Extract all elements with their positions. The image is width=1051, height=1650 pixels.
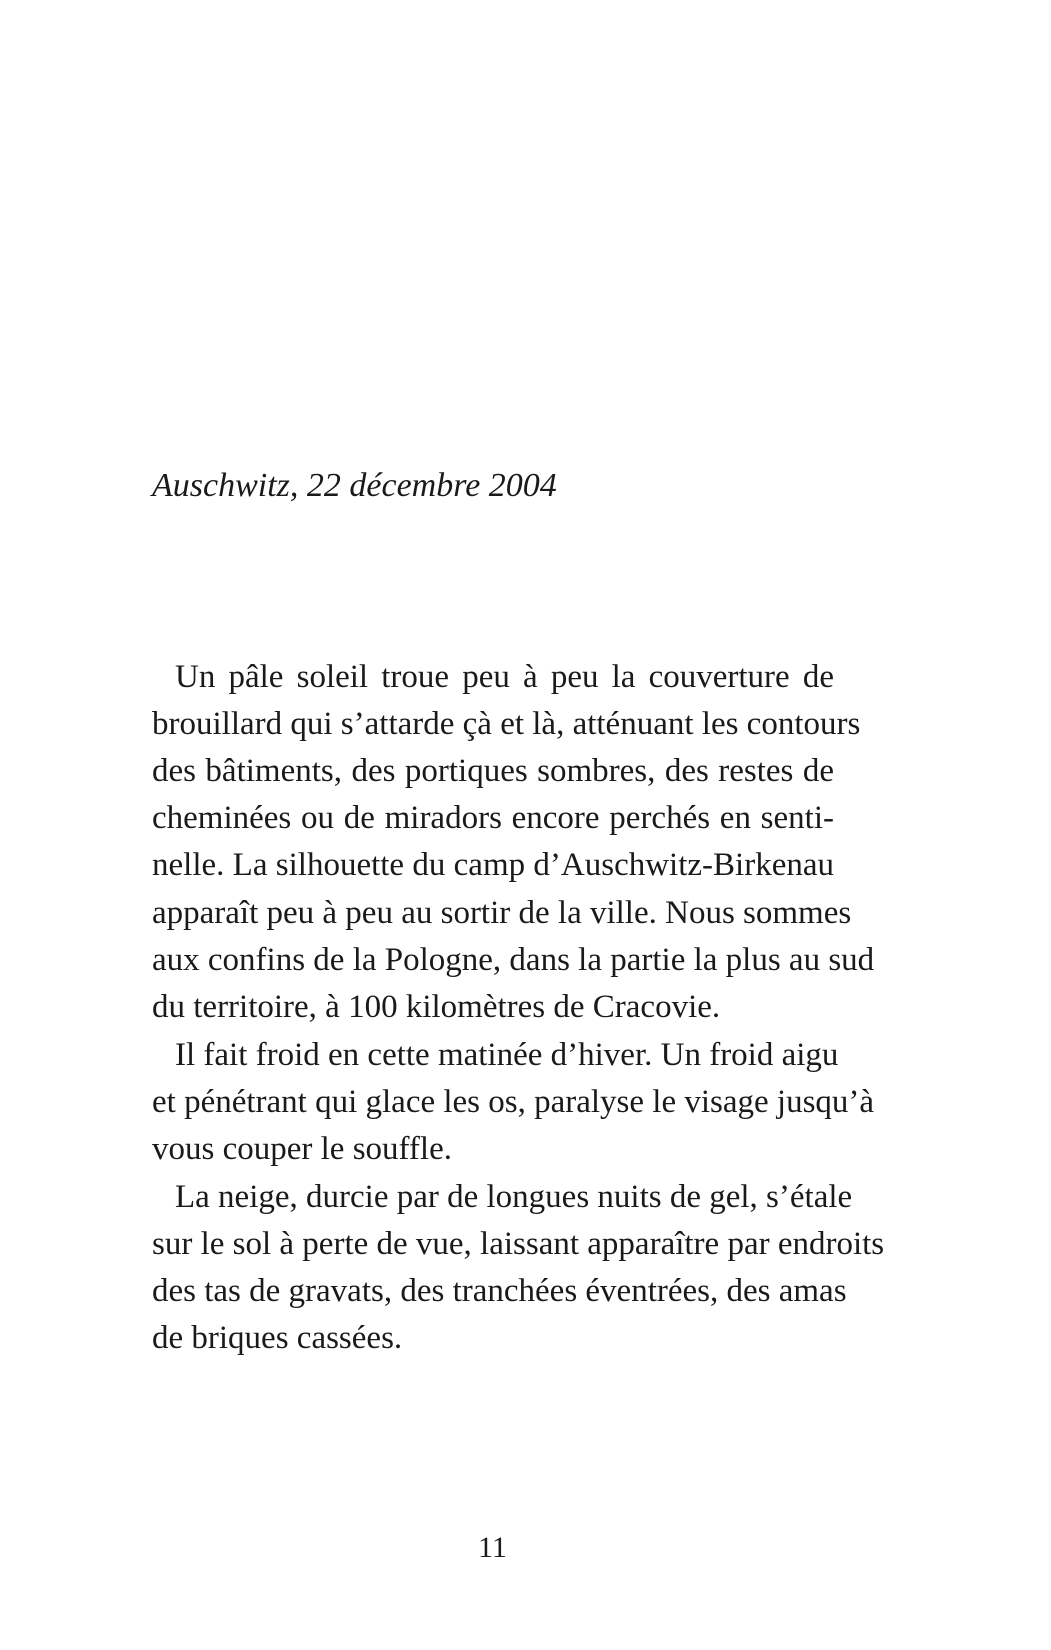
text-line-5: nelle. La silhouette du camp d’Auschwitz-Birkenau [152, 847, 834, 883]
dateline: Auschwitz, 22 décembre 2004 [152, 467, 557, 504]
text-line-4: cheminées ou de miradors encore perchés en senti- [152, 800, 834, 836]
text-line-2: brouillard qui s’attarde çà et là, atténuant les contours [152, 706, 861, 742]
text-line-8: du territoire, à 100 kilomètres de Cracovie. [152, 989, 721, 1025]
text-line-13: sur le sol à perte de vue, laissant apparaître par endroits [152, 1226, 885, 1262]
text-line-1: Un pâle soleil troue peu à peu la couverture de [175, 659, 834, 695]
text-line-7: aux confins de la Pologne, dans la partie la plus au sud [152, 942, 875, 978]
text-line-12: La neige, durcie par de longues nuits de gel, s’étale [175, 1179, 853, 1215]
text-line-6: apparaît peu à peu au sortir de la ville. Nous sommes [152, 895, 852, 931]
text-line-9: Il fait froid en cette matinée d’hiver. Un froid aigu [175, 1037, 839, 1073]
page-number: 11 [478, 1531, 507, 1564]
text-line-15: de briques cassées. [152, 1320, 403, 1356]
text-line-11: vous couper le souffle. [152, 1131, 452, 1167]
text-line-14: des tas de gravats, des tranchées éventrées, des amas [152, 1273, 847, 1309]
text-line-10: et pénétrant qui glace les os, paralyse le visage jusqu’à [152, 1084, 875, 1120]
text-line-3: des bâtiments, des portiques sombres, des restes de [152, 753, 834, 789]
